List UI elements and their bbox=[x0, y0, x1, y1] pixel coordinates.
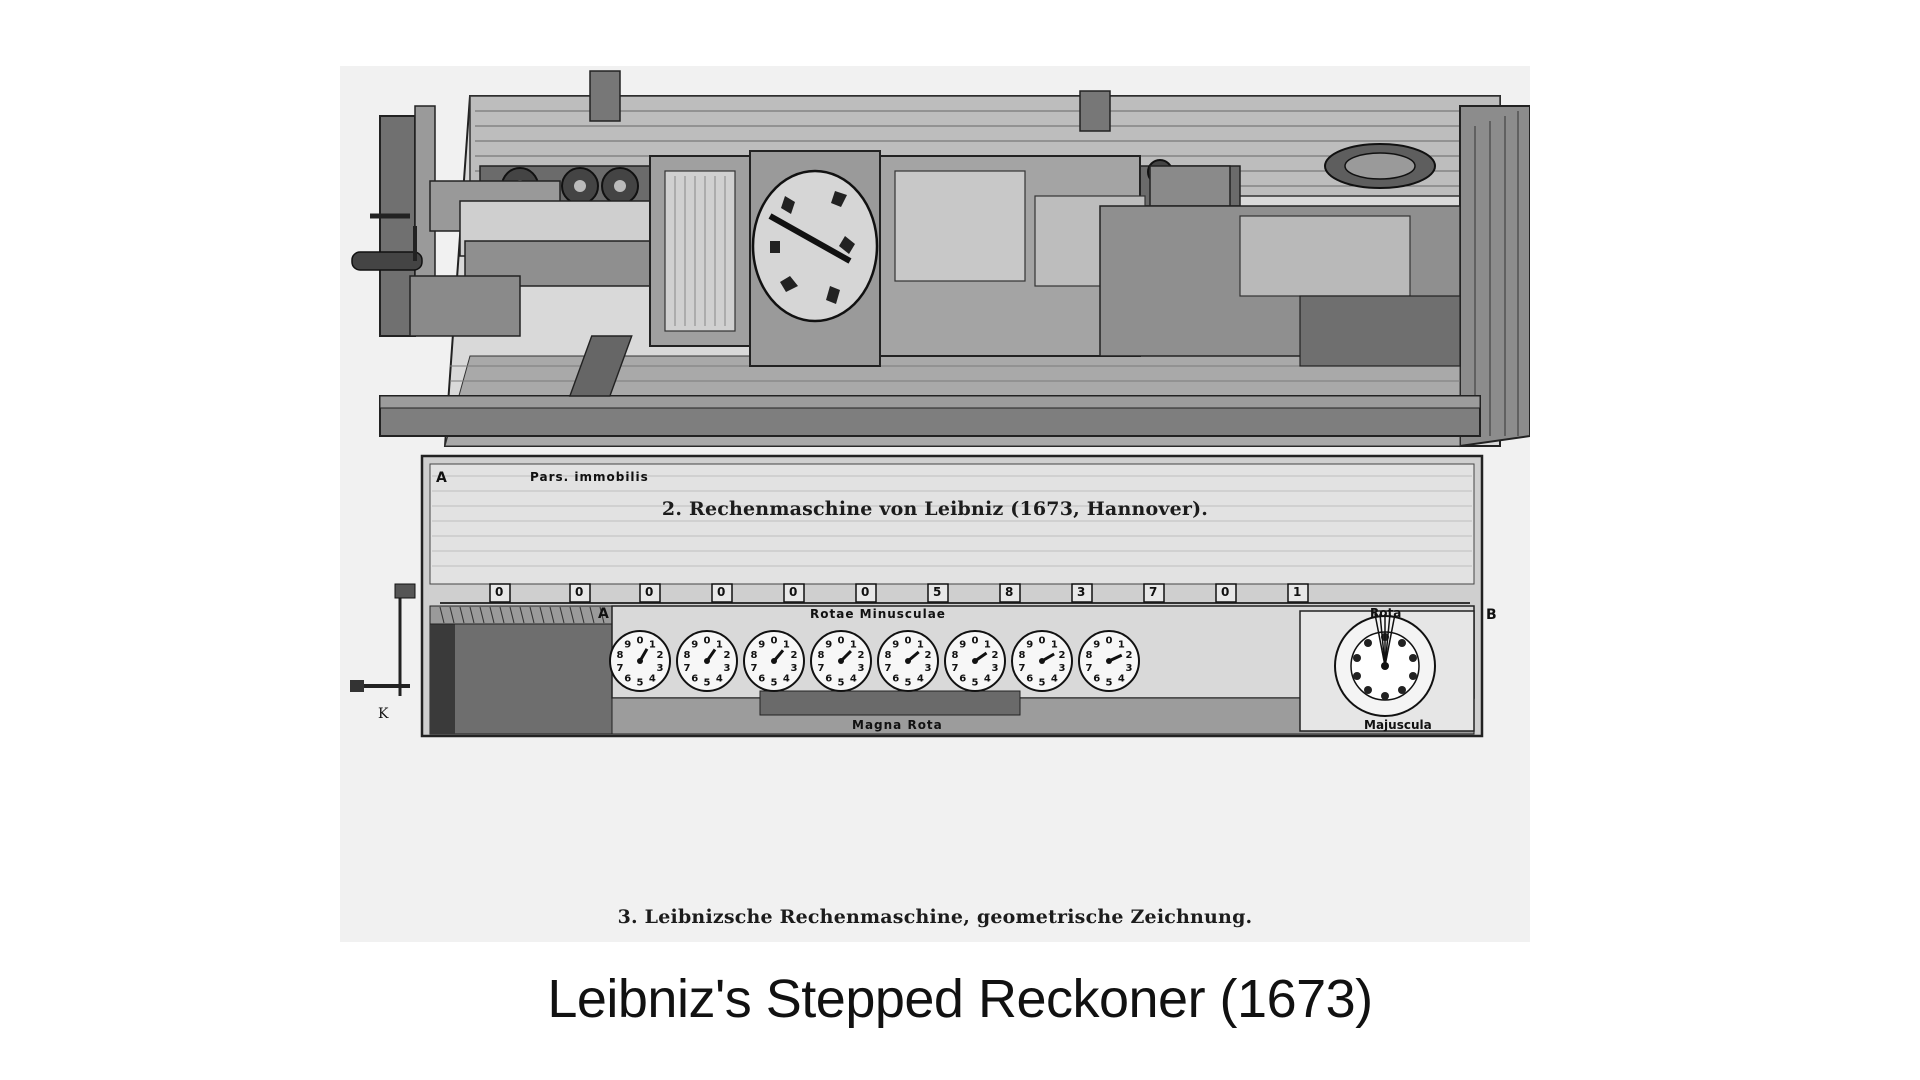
register-digit: 0 bbox=[1221, 585, 1230, 599]
dial-numeral: 8 bbox=[683, 650, 691, 661]
register-digit: 0 bbox=[789, 585, 798, 599]
dial-numeral: 1 bbox=[983, 639, 991, 651]
rota-majuscula-dial bbox=[1335, 614, 1435, 716]
dial-numeral: 2 bbox=[1058, 650, 1066, 661]
slide-title: Leibniz's Stepped Reckoner (1673) bbox=[547, 969, 1373, 1029]
dial-numeral: 6 bbox=[959, 673, 967, 685]
dial-numeral: 9 bbox=[825, 639, 833, 651]
dial-numeral: 1 bbox=[1117, 639, 1125, 651]
dial-numeral: 3 bbox=[723, 663, 731, 674]
dial-numeral: 2 bbox=[790, 650, 798, 661]
dial-numeral: 6 bbox=[691, 673, 699, 685]
dial-numeral: 7 bbox=[1018, 663, 1026, 674]
dial-numeral: 4 bbox=[648, 673, 656, 685]
engraving-plate bbox=[340, 66, 1530, 942]
magna-rota-label: Magna Rota bbox=[852, 718, 943, 732]
dial-numeral: 1 bbox=[916, 639, 924, 651]
register-digit: 5 bbox=[933, 585, 942, 599]
rota-label: Rota bbox=[1370, 606, 1402, 620]
dial-numeral: 2 bbox=[991, 650, 999, 661]
small-dial bbox=[677, 631, 737, 691]
dial-numeral: 6 bbox=[1026, 673, 1034, 685]
small-dial bbox=[811, 631, 871, 691]
dial-numeral: 7 bbox=[683, 663, 691, 674]
dial-hub bbox=[1039, 658, 1045, 664]
dial-numeral: 1 bbox=[849, 639, 857, 651]
dial-numeral: 3 bbox=[991, 663, 999, 674]
dial-numeral: 8 bbox=[951, 650, 959, 661]
dial-numeral: 5 bbox=[636, 677, 644, 689]
dial-numeral: 8 bbox=[884, 650, 892, 661]
small-dial bbox=[1012, 631, 1072, 691]
dial-numeral: 2 bbox=[1125, 650, 1133, 661]
dial-numeral: 4 bbox=[1050, 673, 1058, 685]
dial-numeral: 9 bbox=[1026, 639, 1034, 651]
dial-numeral: 8 bbox=[817, 650, 825, 661]
dial-hub bbox=[905, 658, 911, 664]
dial-numeral: 8 bbox=[616, 650, 624, 661]
dial-numeral: 7 bbox=[951, 663, 959, 674]
dial-numeral: 3 bbox=[790, 663, 798, 674]
rotae-minusculae-label: Rotae Minusculae bbox=[810, 607, 946, 621]
dial-numeral: 3 bbox=[1058, 663, 1066, 674]
figure3-caption: 3. Leibnizsche Rechenmaschine, geometrische Zeichnung. bbox=[617, 906, 1253, 928]
dial-numeral: 2 bbox=[723, 650, 731, 661]
dial-numeral: 8 bbox=[750, 650, 758, 661]
dial-numeral: 8 bbox=[1085, 650, 1093, 661]
dial-numeral: 3 bbox=[1125, 663, 1133, 674]
dial-numeral: 2 bbox=[656, 650, 664, 661]
dial-numeral: 4 bbox=[983, 673, 991, 685]
dial-numeral: 3 bbox=[924, 663, 932, 674]
dial-numeral: 0 bbox=[1105, 635, 1113, 647]
dial-hub bbox=[704, 658, 710, 664]
small-dial bbox=[878, 631, 938, 691]
dial-numeral: 0 bbox=[703, 635, 711, 647]
register-digit: 0 bbox=[717, 585, 726, 599]
dial-numeral: 9 bbox=[892, 639, 900, 651]
pars-immobilis-label: Pars. immobilis bbox=[530, 470, 649, 484]
register-digit: 1 bbox=[1293, 585, 1302, 599]
dial-numeral: 4 bbox=[1117, 673, 1125, 685]
dial-numeral: 5 bbox=[770, 677, 778, 689]
dial-numeral: 2 bbox=[924, 650, 932, 661]
register-digit: 0 bbox=[495, 585, 504, 599]
dial-numeral: 1 bbox=[648, 639, 656, 651]
figure2-caption: 2. Rechenmaschine von Leibniz (1673, Hannover). bbox=[661, 498, 1209, 520]
dial-numeral: 0 bbox=[1038, 635, 1046, 647]
dial-numeral: 9 bbox=[691, 639, 699, 651]
small-dial bbox=[744, 631, 804, 691]
dial-numeral: 0 bbox=[636, 635, 644, 647]
dial-numeral: 4 bbox=[715, 673, 723, 685]
dial-numeral: 7 bbox=[884, 663, 892, 674]
dial-numeral: 9 bbox=[959, 639, 967, 651]
small-dial bbox=[1079, 631, 1139, 691]
dial-numeral: 7 bbox=[1085, 663, 1093, 674]
dial-numeral: 0 bbox=[971, 635, 979, 647]
dial-numeral: 1 bbox=[715, 639, 723, 651]
dial-hub bbox=[1106, 658, 1112, 664]
register-digit: 8 bbox=[1005, 585, 1014, 599]
dial-numeral: 5 bbox=[1038, 677, 1046, 689]
dial-numeral: 4 bbox=[782, 673, 790, 685]
dial-numeral: 9 bbox=[1093, 639, 1101, 651]
dial-numeral: 0 bbox=[837, 635, 845, 647]
dial-numeral: 1 bbox=[1050, 639, 1058, 651]
dial-numeral: 0 bbox=[904, 635, 912, 647]
register-digit: 0 bbox=[861, 585, 870, 599]
dial-numeral: 6 bbox=[1093, 673, 1101, 685]
dial-hub bbox=[771, 658, 777, 664]
dial-numeral: 5 bbox=[971, 677, 979, 689]
crank-k-label: K bbox=[378, 706, 389, 722]
dial-numeral: 5 bbox=[703, 677, 711, 689]
dial-numeral: 0 bbox=[770, 635, 778, 647]
dial-numeral: 6 bbox=[758, 673, 766, 685]
dial-numeral: 4 bbox=[916, 673, 924, 685]
register-digit: 0 bbox=[645, 585, 654, 599]
corner-a-top-label: A bbox=[436, 470, 447, 486]
dial-hub bbox=[972, 658, 978, 664]
dial-numeral: 5 bbox=[1105, 677, 1113, 689]
dial-numeral: 4 bbox=[849, 673, 857, 685]
dial-numeral: 3 bbox=[656, 663, 664, 674]
small-dial bbox=[610, 631, 670, 691]
dial-numeral: 6 bbox=[825, 673, 833, 685]
register-digit: 0 bbox=[575, 585, 584, 599]
dial-hub bbox=[637, 658, 643, 664]
figure2-machine-drawing bbox=[352, 71, 1530, 446]
dial-numeral: 9 bbox=[624, 639, 632, 651]
dial-numeral: 7 bbox=[616, 663, 624, 674]
dial-numeral: 2 bbox=[857, 650, 865, 661]
dial-numeral: 1 bbox=[782, 639, 790, 651]
majuscula-label: Majuscula bbox=[1364, 718, 1432, 732]
small-dial bbox=[945, 631, 1005, 691]
dial-numeral: 9 bbox=[758, 639, 766, 651]
dial-numeral: 5 bbox=[837, 677, 845, 689]
dial-numeral: 8 bbox=[1018, 650, 1026, 661]
dial-numeral: 7 bbox=[750, 663, 758, 674]
dial-numeral: 7 bbox=[817, 663, 825, 674]
corner-b-label: B bbox=[1486, 607, 1497, 623]
corner-a-mid-label: A bbox=[598, 606, 609, 622]
dial-hub bbox=[838, 658, 844, 664]
register-digit: 3 bbox=[1077, 585, 1086, 599]
dial-numeral: 5 bbox=[904, 677, 912, 689]
dial-numeral: 6 bbox=[892, 673, 900, 685]
dial-numeral: 6 bbox=[624, 673, 632, 685]
dial-numeral: 3 bbox=[857, 663, 865, 674]
register-digit: 7 bbox=[1149, 585, 1158, 599]
